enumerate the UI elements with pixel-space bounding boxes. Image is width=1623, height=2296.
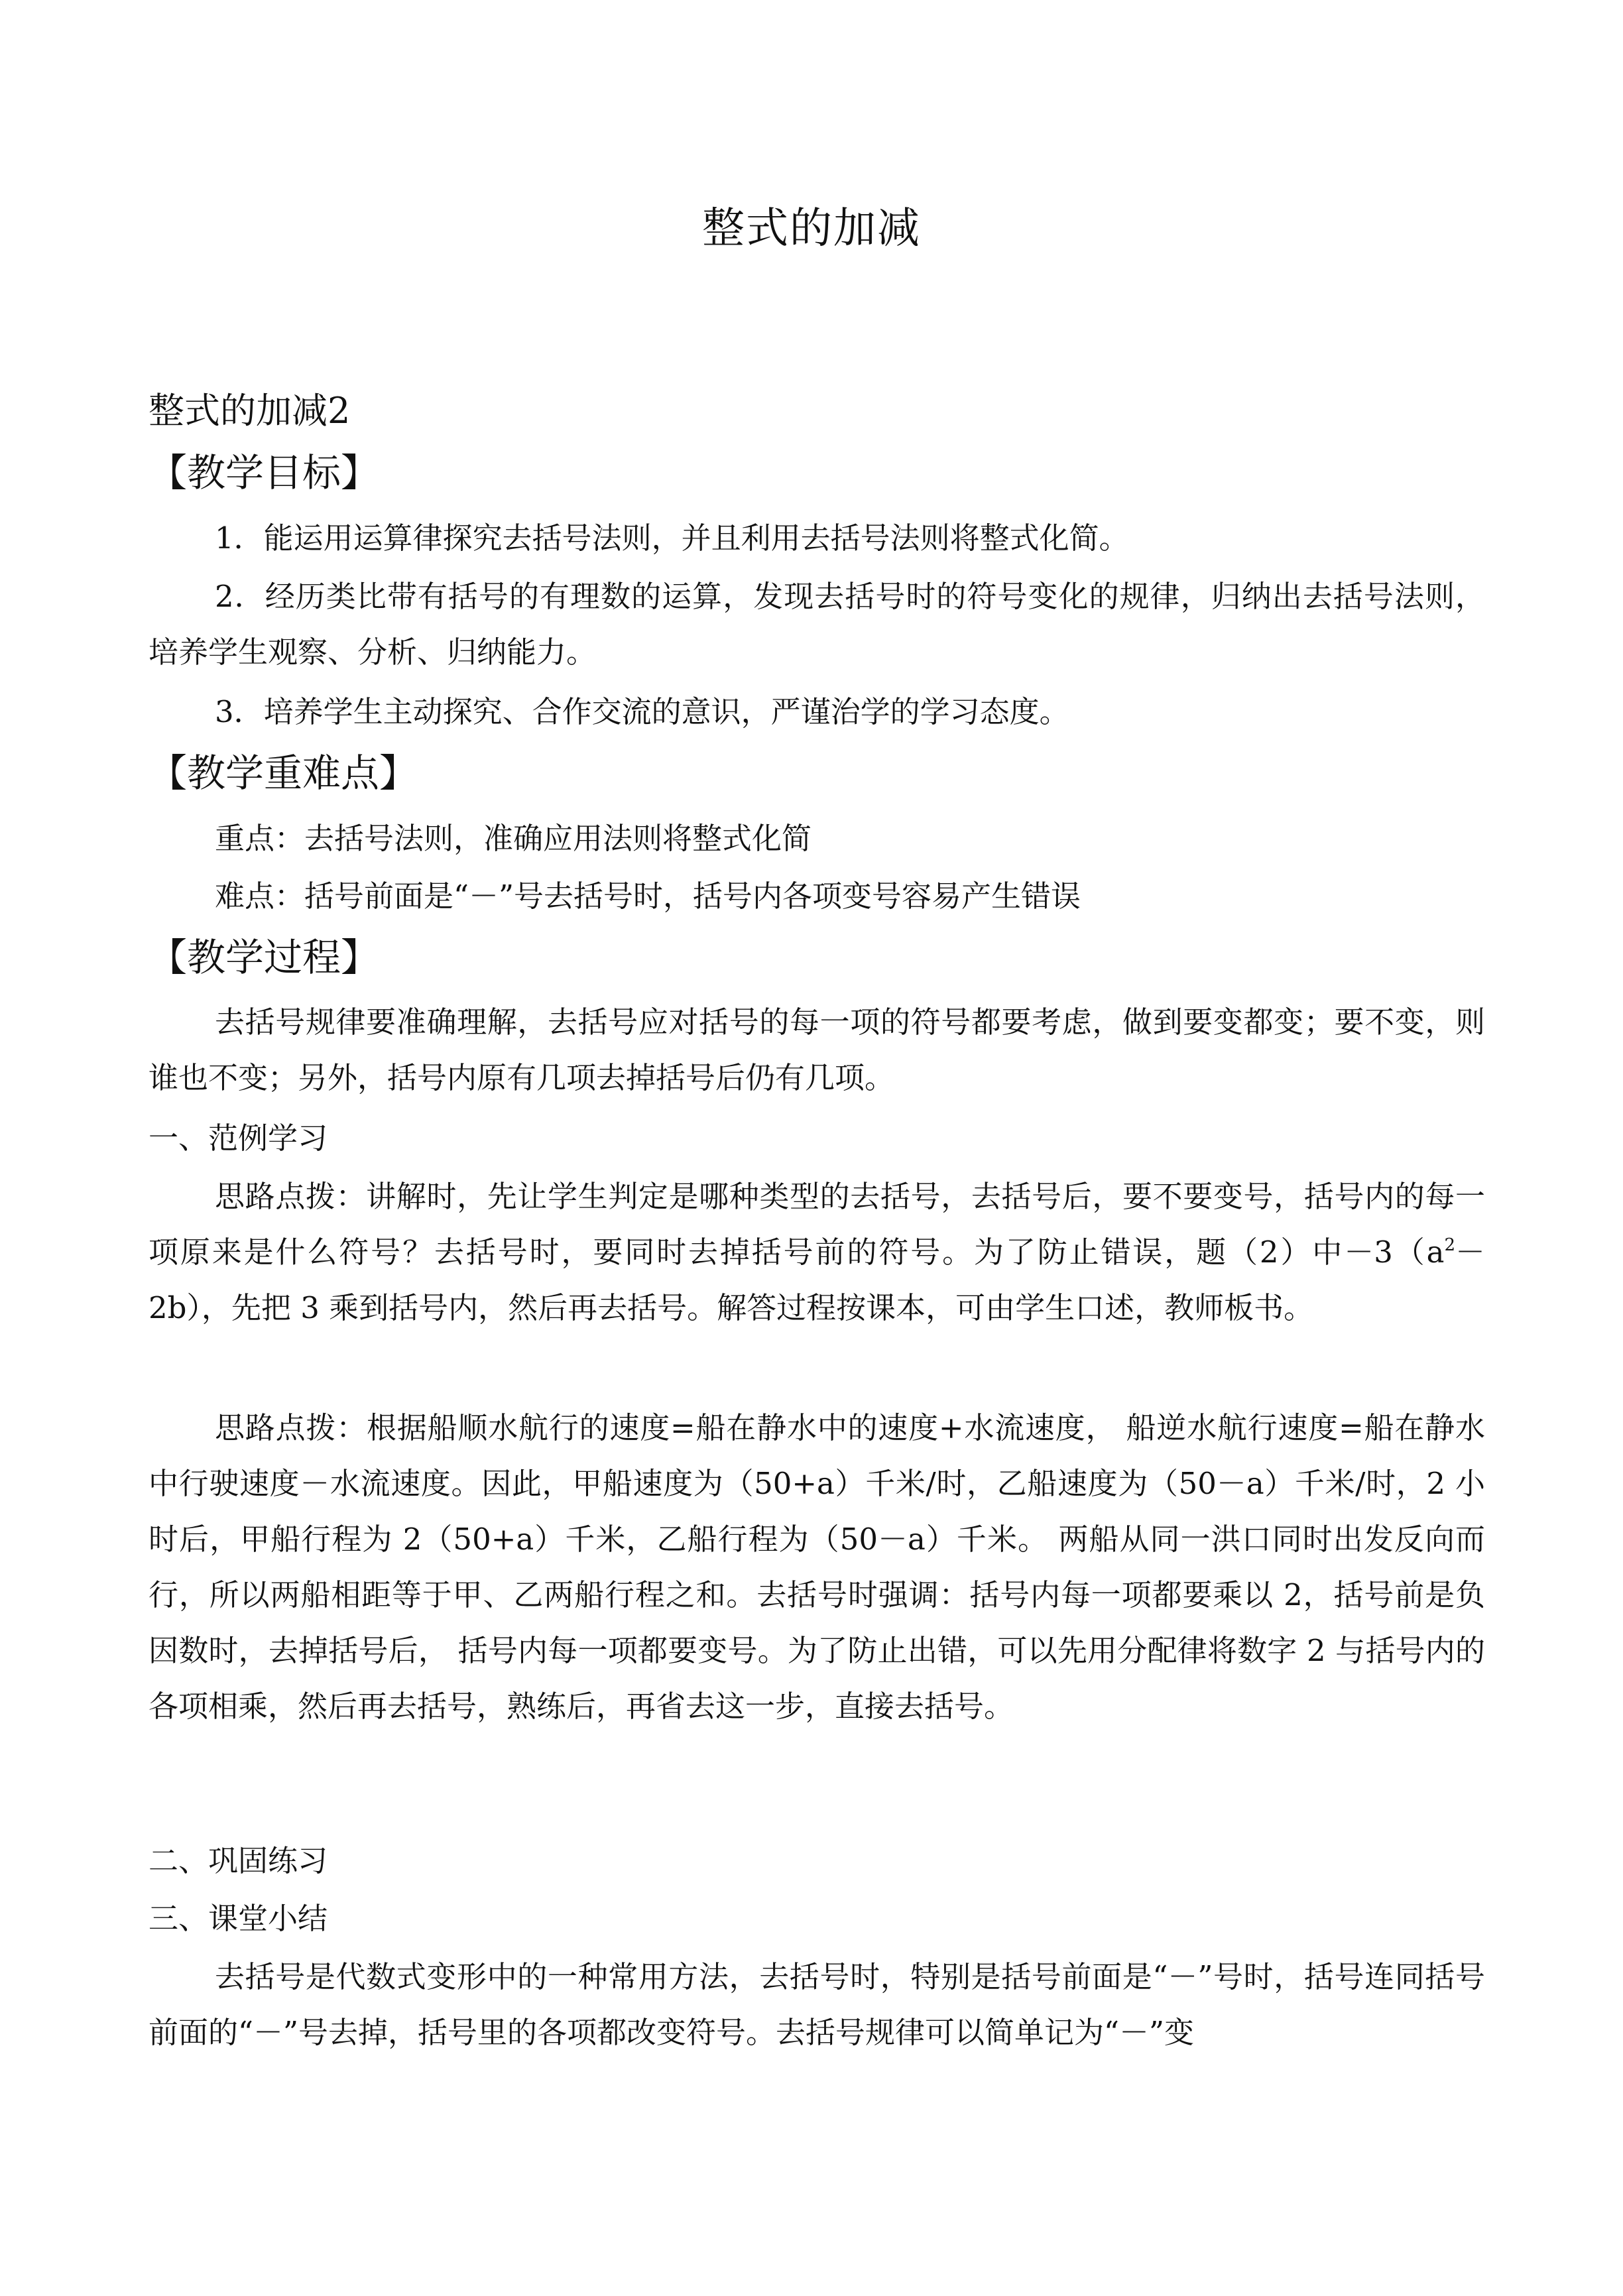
section-practice: 二、巩固练习 — [149, 1843, 328, 1878]
objective-3: 3．培养学生主动探究、合作交流的意识，严谨治学的学习态度。 — [215, 694, 1069, 729]
process-intro: 去括号规律要准确理解，去括号应对括号的每一项的符号都要考虑，做到要变都变；要不变，则谁也不变；另外，括号内原有几项去掉括号后仍有几项。 — [149, 1004, 1485, 1095]
objective-2: 2．经历类比带有括号的有理数的运算，发现去括号时的符号变化的规律，归纳出去括号法则，培养学生观察、分析、归纳能力。 — [149, 579, 1485, 670]
hint1-text-b: －2b），先把 3 乘到括号内，然后再去括号。解答过程按课本，可由学生口述，教师板书。 — [149, 1235, 1485, 1325]
hint-paragraph-1 — [149, 1169, 1485, 1336]
hint-paragraph-2: 思路点拨：根据船顺水航行的速度=船在静水中的速度+水流速度， 船逆水航行速度=船在静水中行驶速度－水流速度。因此，甲船速度为（50+a）千米/时，乙船速度为（50－a）千米/时，2 小时后，甲船行程为 2（50+a）千米，乙船行程为（50－a）千米。 两船从同一洪口同时出发反向而行，所以两船相距等于甲、乙两船行程之和。去括号时强调：括号内每一项都要乘以 2，括号前是负因数时，去掉括号后， 括号内每一项都要变号。为了防止出错，可以先用分配律将数字 2 与括号内的各项相乘，然后再去括号，熟练后，再省去这一步，直接去括号。 — [149, 1410, 1485, 1724]
section-example-study: 一、范例学习 — [149, 1120, 328, 1156]
summary-paragraph: 去括号是代数式变形中的一种常用方法，去括号时，特别是括号前面是“－”号时，括号连同括号前面的“－”号去掉，括号里的各项都改变符号。去括号规律可以简单记为“－”变 — [149, 1959, 1485, 2050]
heading-process: 【教学过程】 — [149, 935, 380, 980]
heading-key-difficult: 【教学重难点】 — [149, 751, 418, 796]
hint1-superscript: 2 — [1444, 1235, 1455, 1255]
document-title: 整式的加减 — [702, 204, 921, 253]
objective-1: 1．能运用运算律探究去括号法则，并且利用去括号法则将整式化简。 — [215, 520, 1129, 556]
key-point: 重点：去括号法则，准确应用法则将整式化简 — [215, 821, 812, 856]
lesson-subtitle: 整式的加减2 — [149, 390, 351, 432]
difficult-point: 难点：括号前面是“－”号去括号时，括号内各项变号容易产生错误 — [215, 878, 1081, 914]
hint1-text-a: 思路点拨：讲解时，先让学生判定是哪种类型的去括号，去括号后，要不要变号，括号内的每一项原来是什么符号？去括号时，要同时去掉括号前的符号。为了防止错误，题（2）中－3（a — [149, 1179, 1485, 1270]
section-summary: 三、课堂小结 — [149, 1901, 328, 1936]
heading-objectives: 【教学目标】 — [149, 450, 380, 495]
